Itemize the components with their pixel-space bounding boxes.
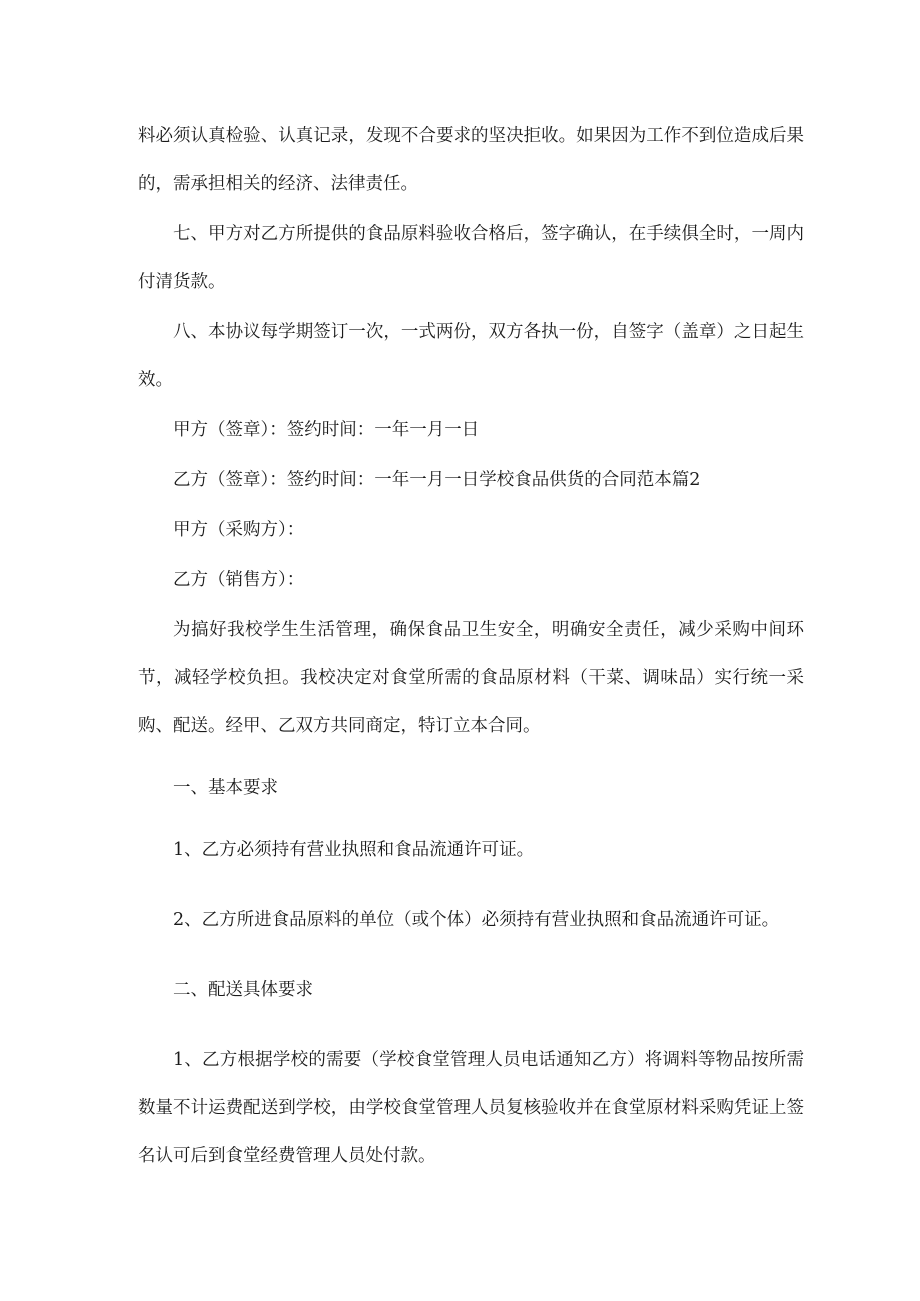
document-page: [138, 112, 804, 1180]
paragraph-requirement-1: 1、乙方必须持有营业执照和食品流通许可证。: [173, 840, 535, 860]
paragraph-clause-8: 八、本协议每学期签订一次，一式两份，双方各执一份，自签字（盖章）之日起生效。: [138, 322, 804, 390]
party-b-seller: 乙方（销售方）：: [173, 570, 305, 590]
section-heading-basic-requirements: 一、基本要求: [173, 778, 278, 798]
paragraph-continuation: 料必须认真检验、认真记录，发现不合要求的坚决拒收。如果因为工作不到位造成后果的，需承担相关的经济、法律责任。: [138, 126, 804, 194]
party-b-signature-line: 乙方（签章）：签约时间：一年一月一日学校食品供货的合同范本篇2: [173, 470, 701, 490]
paragraph-requirement-2: 2、乙方所进食品原料的单位（或个体）必须持有营业执照和食品流通许可证。: [173, 910, 780, 930]
party-a-purchaser: 甲方（采购方）：: [173, 520, 305, 540]
paragraph-delivery-1: 1、乙方根据学校的需要（学校食堂管理人员电话通知乙方）将调料等物品按所需数量不计运费配送到学校，由学校食堂管理人员复核验收并在食堂原材料采购凭证上签名认可后到食堂经费管理人员处付款。: [138, 1050, 804, 1166]
paragraph-preamble: 为搞好我校学生生活管理，确保食品卫生安全，明确安全责任，减少采购中间环节，减轻学校负担。我校决定对食堂所需的食品原材料（干菜、调味品）实行统一采购、配送。经甲、乙双方共同商定，特订立本合同。: [138, 620, 804, 736]
party-a-signature-line: 甲方（签章）：签约时间：一年一月一日: [173, 420, 480, 440]
paragraph-clause-7: 七、甲方对乙方所提供的食品原料验收合格后，签字确认，在手续俱全时，一周内付清货款。: [138, 224, 804, 292]
section-heading-delivery-requirements: 二、配送具体要求: [173, 980, 313, 1000]
